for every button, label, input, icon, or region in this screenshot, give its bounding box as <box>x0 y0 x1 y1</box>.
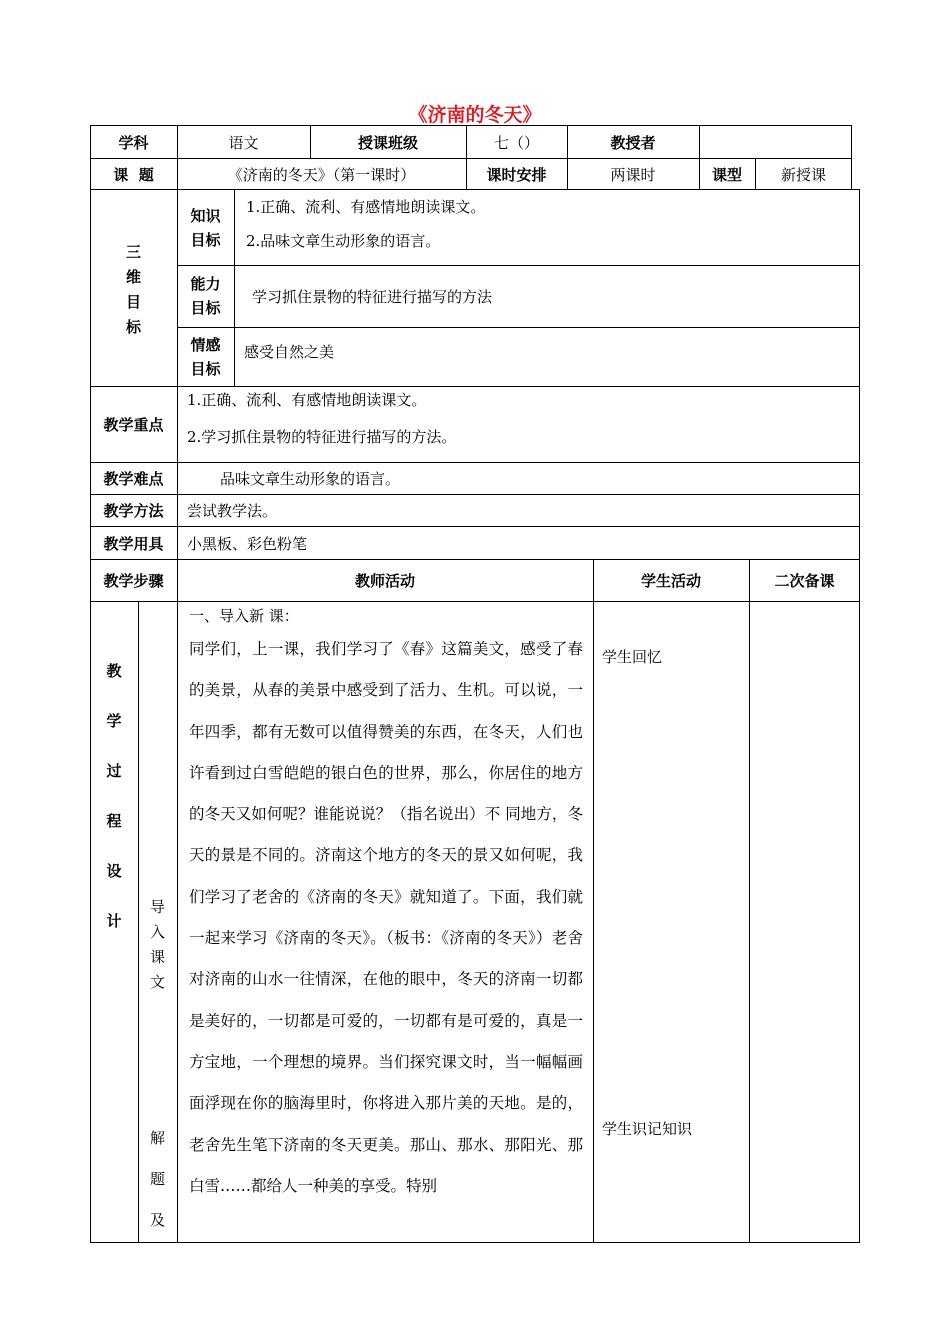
knowledge-goal-item: 1.正确、流利、有感情地朗读课文。 <box>246 198 486 216</box>
topic-value: 《济南的冬天》（第一课时） <box>227 166 416 184</box>
student-activity-knowledge: 学生识记知识 <box>602 1120 693 1138</box>
class-label: 授课班级 <box>357 134 418 152</box>
process-section-title: 一、导入新 课： <box>189 607 299 625</box>
steps-header-student: 学生活动 <box>640 572 701 590</box>
type-label: 课型 <box>711 166 742 184</box>
schedule-value: 两课时 <box>610 166 656 184</box>
key-points-label: 教学重点 <box>103 416 164 434</box>
method-text: 尝试教学法。 <box>187 502 278 520</box>
process-sub-label-title: 解 题 及 <box>149 1129 165 1229</box>
page-title: 《济南的冬天》 <box>408 104 542 126</box>
goals-group-label: 三 维 目 标 <box>125 243 141 336</box>
ability-goal-label: 能力 目标 <box>190 275 221 317</box>
emotion-goal-text: 感受自然之美 <box>244 343 335 361</box>
topic-label: 课 题 <box>113 166 154 184</box>
class-value: 七（） <box>493 134 539 152</box>
teacher-label: 教授者 <box>610 134 656 152</box>
student-activity-recall: 学生回忆 <box>602 648 663 666</box>
ability-goal-text: 学习抓住景物的特征进行描写的方法 <box>252 288 493 306</box>
difficulty-text: 品味文章生动形象的语言。 <box>220 470 401 488</box>
schedule-label: 课时安排 <box>486 166 547 184</box>
tools-label: 教学用具 <box>103 535 164 553</box>
subject-value: 语文 <box>228 134 259 152</box>
type-value: 新授课 <box>780 166 826 184</box>
header-table <box>90 125 852 190</box>
main-table <box>90 189 860 1243</box>
key-point-item: 1.正确、流利、有感情地朗读课文。 <box>187 391 427 409</box>
steps-header-teacher: 教师活动 <box>354 572 415 590</box>
method-label: 教学方法 <box>103 502 164 520</box>
steps-header-notes: 二次备课 <box>774 572 835 590</box>
steps-header-steps: 教学步骤 <box>103 572 164 590</box>
subject-label: 学科 <box>118 134 149 152</box>
process-paragraph: 同学们，上一课，我们学习了《春》这篇美文，感受了春的美景，从春的美景中感受到了活力、生机。可以说，一年四季，都有无数可以值得赞美的东西，在冬天，人们也许看到过白雪皑皑的银白色的世界，那么，你居住的地方的冬天又如何呢？谁能说说？（指名说出）不 同地方，冬天的景是不同的。济南这个地方的冬天的景又如何呢，我们学习了老舍的《济南的冬天》就知道了。下面，我们就一起来学习《济南的冬天》。（板书：《济南的冬天》）老舍对济南的山水一往情深，在他的眼中，冬天的济南一切都是美好的，一切都是可爱的，一切都有是可爱的，真是一方宝地，一个理想的境界。当们探究课文时，当一幅幅画面浮现在你的脑海里时，你将进入那片美的天地。是的，老舍先生笔下济南的冬天更美。那山、那水、那阳光、那白雪……都给人一种美的享受。特别 <box>189 640 583 1195</box>
key-point-item: 2.学习抓住景物的特征进行描写的方法。 <box>187 428 457 446</box>
emotion-goal-label: 情感 目标 <box>190 336 221 378</box>
tools-text: 小黑板、彩色粉笔 <box>187 535 308 553</box>
knowledge-goal-label: 知识 目标 <box>190 207 221 249</box>
process-sub-label-intro: 导 入 课 文 <box>149 898 165 991</box>
process-group-label: 教 学 过 程 设 计 <box>106 662 122 930</box>
difficulty-label: 教学难点 <box>103 470 164 488</box>
knowledge-goal-item: 2.品味文章生动形象的语言。 <box>246 232 441 250</box>
